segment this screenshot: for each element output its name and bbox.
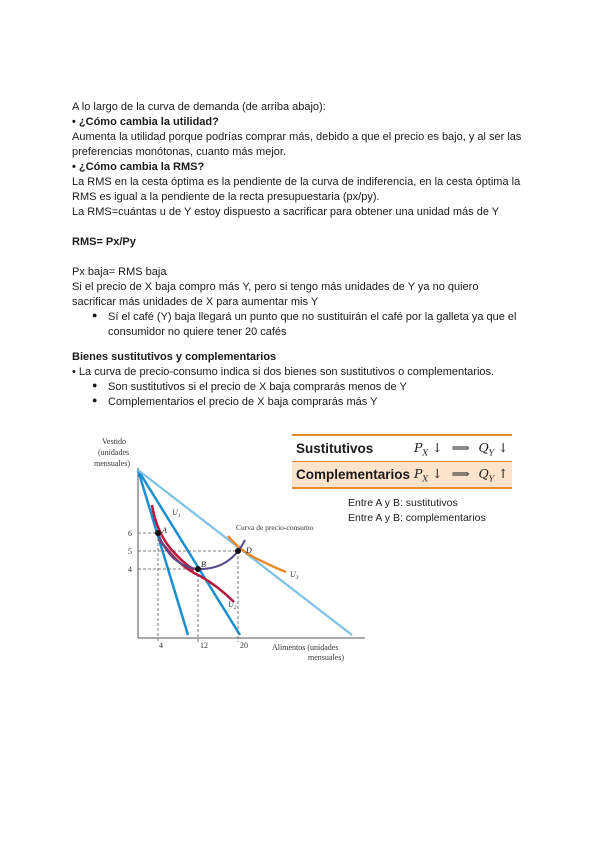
note-sustitutivos: Entre A y B: sustitutivos	[348, 497, 458, 509]
table-math: $P_X$ ↓ ⟹ $Q_Y$ ↑	[414, 465, 509, 484]
x-tick-20: 20	[240, 641, 248, 650]
y-tick-6: 6	[128, 529, 132, 538]
bullet-sustitutivos: Son sustitutivos si el precio de X baja comprarás menos de Y	[108, 381, 407, 393]
question-utility: • ¿Cómo cambia la utilidad?	[72, 116, 219, 128]
point-a	[155, 530, 161, 536]
x-tick-12: 12	[200, 641, 208, 650]
rms-formula: RMS= Px/Py	[72, 236, 136, 248]
answer-utility-line1: Aumenta la utilidad porque podrías comprar más, debido a que el precio es bajo, y al ser las	[72, 131, 522, 143]
section-paragraph: • La curva de precio-consumo indica si dos bienes son sustitutivos o complementarios.	[72, 366, 495, 378]
label-b: B	[201, 560, 206, 569]
y-tick-5: 5	[128, 547, 132, 556]
answer-rms-line3: La RMS=cuántas u de Y estoy dispuesto a sacrificar para obtener una unidad más de Y	[72, 206, 500, 218]
label-u2: $U_2$	[228, 600, 237, 611]
price-consumption-graph	[90, 430, 370, 670]
si-line1: Si el precio de X baja compro más Y, pero si tengo más unidades de Y ya no quiero	[72, 281, 479, 293]
bullet-dot: ●	[92, 395, 98, 405]
y-axis-label-2: (unidades	[98, 448, 130, 457]
x-axis-label-1: Alimentos (unidades	[272, 643, 339, 652]
y-axis-label-1: Vestido	[102, 437, 126, 446]
answer-rms-line1: La RMS en la cesta óptima es la pendiente de la curva de indiferencia, en la cesta óptima la	[72, 176, 521, 188]
budget-line-1	[138, 470, 188, 635]
table-math: $P_X$ ↓ ⟹ $Q_Y$ ↓	[414, 439, 509, 458]
question-rms: • ¿Cómo cambia la RMS?	[72, 161, 205, 173]
note-complementarios: Entre A y B: complementarios	[348, 512, 486, 524]
px-line: Px baja= RMS baja	[72, 266, 167, 278]
table-label-complementarios: Complementarios	[296, 467, 411, 482]
answer-utility-line2: preferencias monótonas, cuanto más mejor.	[72, 146, 287, 158]
label-u3: $U_3$	[290, 570, 299, 581]
bullet-dot: ●	[92, 380, 98, 390]
x-axis-label-2: mensuales)	[308, 653, 344, 662]
answer-rms-line2: RMS es igual a la pendiente de la recta presupuestaria (px/py).	[72, 191, 380, 203]
cafe-line1: Sí el café (Y) baja llegará un punto que no sustituirán el café por la galleta ya que el	[108, 311, 517, 323]
x-tick-4: 4	[159, 641, 163, 650]
curve-label: Curva de precio-consumo	[236, 523, 314, 532]
y-axis-label-3: mensuales)	[94, 459, 130, 468]
label-u1: $U_1$	[172, 508, 181, 519]
budget-line-2	[138, 470, 240, 635]
label-d: D	[246, 546, 252, 555]
si-line2: sacrificar más unidades de X para aumentar mis Y	[72, 296, 319, 308]
point-d	[235, 548, 241, 554]
label-a: A	[162, 526, 167, 535]
intro-text: A lo largo de la curva de demanda (de arriba abajo):	[72, 101, 326, 113]
table-label-sustitutivos: Sustitutivos	[296, 441, 374, 456]
section-title: Bienes sustitutivos y complementarios	[72, 351, 277, 363]
cafe-line2: consumidor no quiere tener 20 cafés	[108, 326, 287, 338]
y-tick-4: 4	[128, 565, 132, 574]
bullet-complementarios: Complementarios el precio de X baja comprarás más Y	[108, 396, 378, 408]
bullet-dot: ●	[92, 310, 98, 320]
